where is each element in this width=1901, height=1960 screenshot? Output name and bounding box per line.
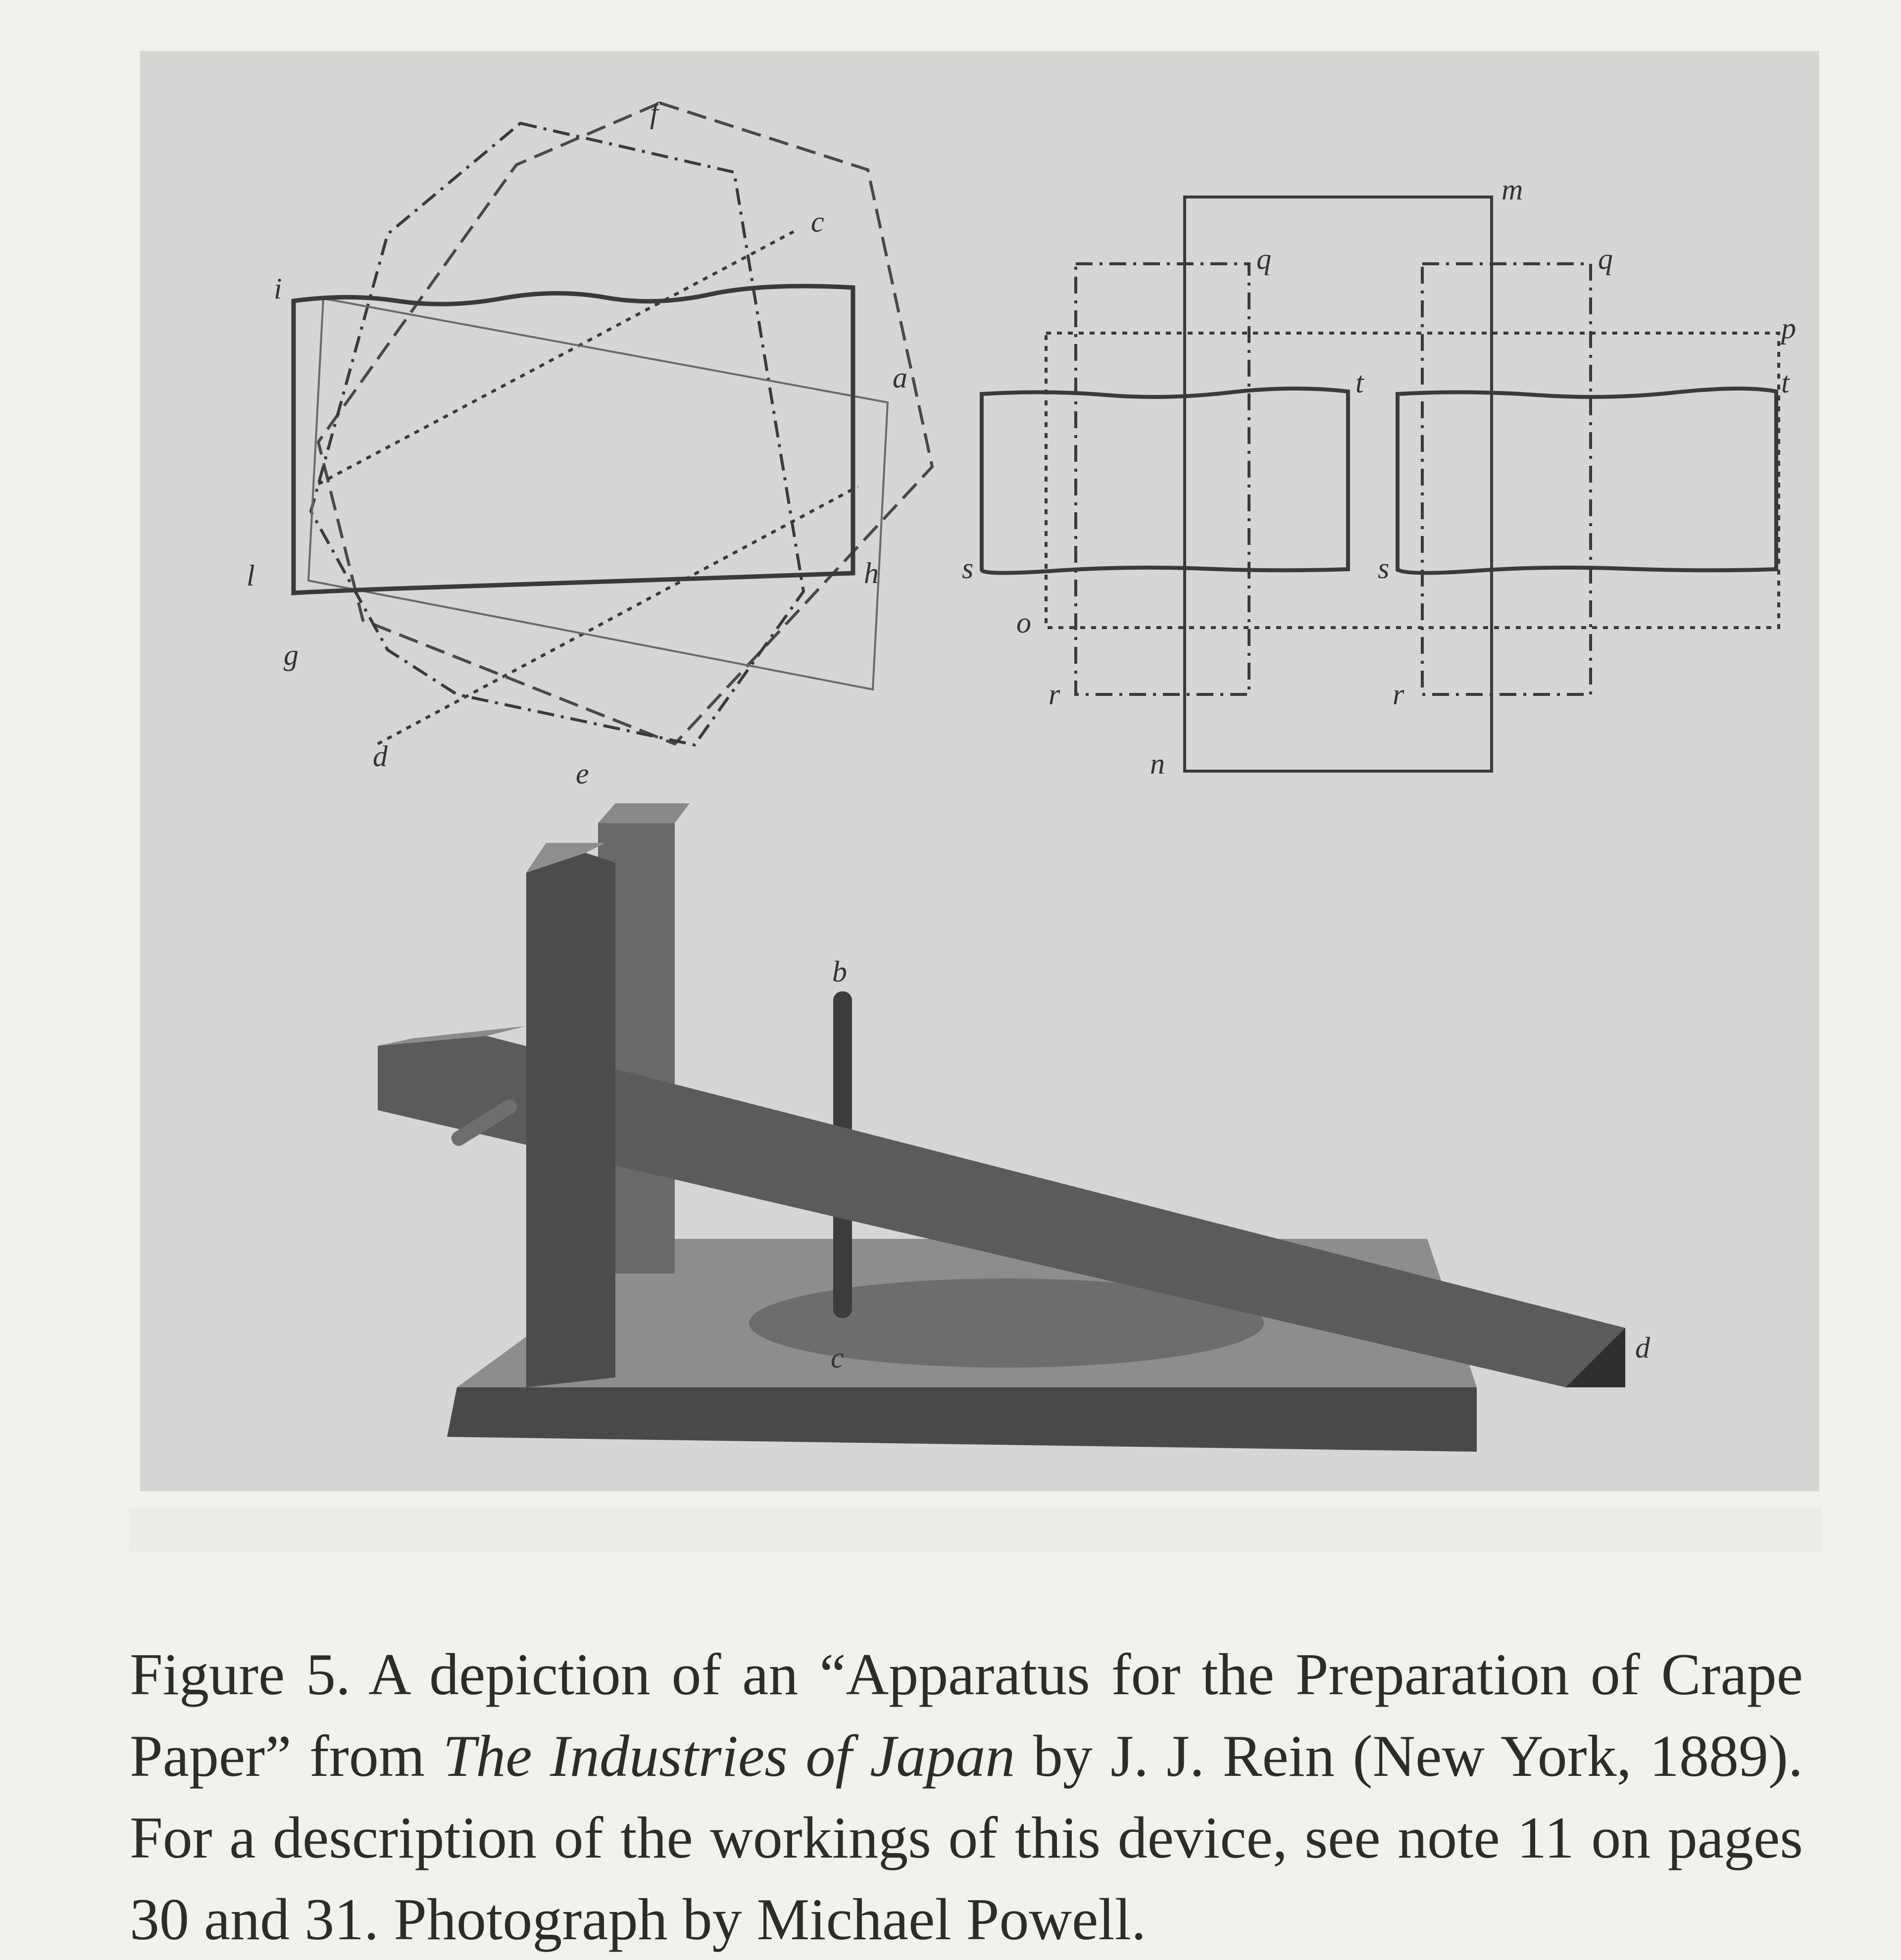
label-e: e <box>576 757 589 790</box>
tall-solid-sheet <box>1185 197 1492 771</box>
figure-caption <box>130 1633 1803 1960</box>
label-n: n <box>1150 747 1165 780</box>
label-s1: s <box>962 552 974 585</box>
label-i: i <box>274 272 282 305</box>
crape-sheet <box>294 286 853 593</box>
thin-sheet <box>308 298 888 689</box>
figure-plate <box>140 51 1819 1491</box>
label-t1: t <box>1355 366 1364 399</box>
dashed-sheet <box>318 103 932 744</box>
crape-block-right <box>1398 389 1776 573</box>
label-f: f <box>650 97 658 129</box>
show-through-text <box>129 1507 1822 1552</box>
label-g: g <box>284 638 299 671</box>
crape-apparatus <box>378 803 1625 1452</box>
label-l: l <box>247 559 255 592</box>
label-q1: q <box>1256 243 1271 275</box>
label-r2: r <box>1393 678 1404 711</box>
crape-block-left <box>982 389 1348 573</box>
label-s2: s <box>1378 552 1390 585</box>
label-h: h <box>864 557 879 589</box>
label-m: m <box>1501 173 1523 206</box>
front-post <box>526 853 615 1387</box>
left-folding-diagram <box>294 103 932 745</box>
label-q2: q <box>1598 243 1613 275</box>
caption-part-1: Figure 5. A depiction of an “Apparatus for the Preparation of Crape Paper” from <box>130 1641 1803 1789</box>
label-c: c <box>811 205 824 238</box>
label-t2: t <box>1781 366 1790 399</box>
label-c-base: c <box>831 1341 844 1374</box>
label-d-lever: d <box>1635 1331 1650 1364</box>
dashdot-sheet-right <box>1422 264 1591 694</box>
caption-book-title: The Industries of Japan <box>443 1723 1015 1789</box>
label-o: o <box>1016 606 1031 639</box>
rear-post-top <box>598 803 690 823</box>
figure-illustration <box>140 51 1819 1491</box>
label-p: p <box>1781 312 1796 344</box>
base-board-front <box>447 1387 1477 1452</box>
label-b: b <box>832 955 847 988</box>
label-d: d <box>373 740 388 773</box>
wide-dotted-sheet <box>1046 333 1779 628</box>
dashdot-sheet <box>311 123 803 745</box>
right-folding-diagram <box>982 197 1779 771</box>
label-r1: r <box>1049 678 1060 711</box>
dashdot-sheet-left <box>1076 264 1249 694</box>
caption-part-2: by J. J. Rein (New York, 1889). For a description of the workings of this device, see note 11 on pages 30 and 31. Photograph by Michael Powell. <box>130 1723 1803 1952</box>
label-a: a <box>893 361 907 394</box>
dotted-line-1 <box>318 232 794 484</box>
